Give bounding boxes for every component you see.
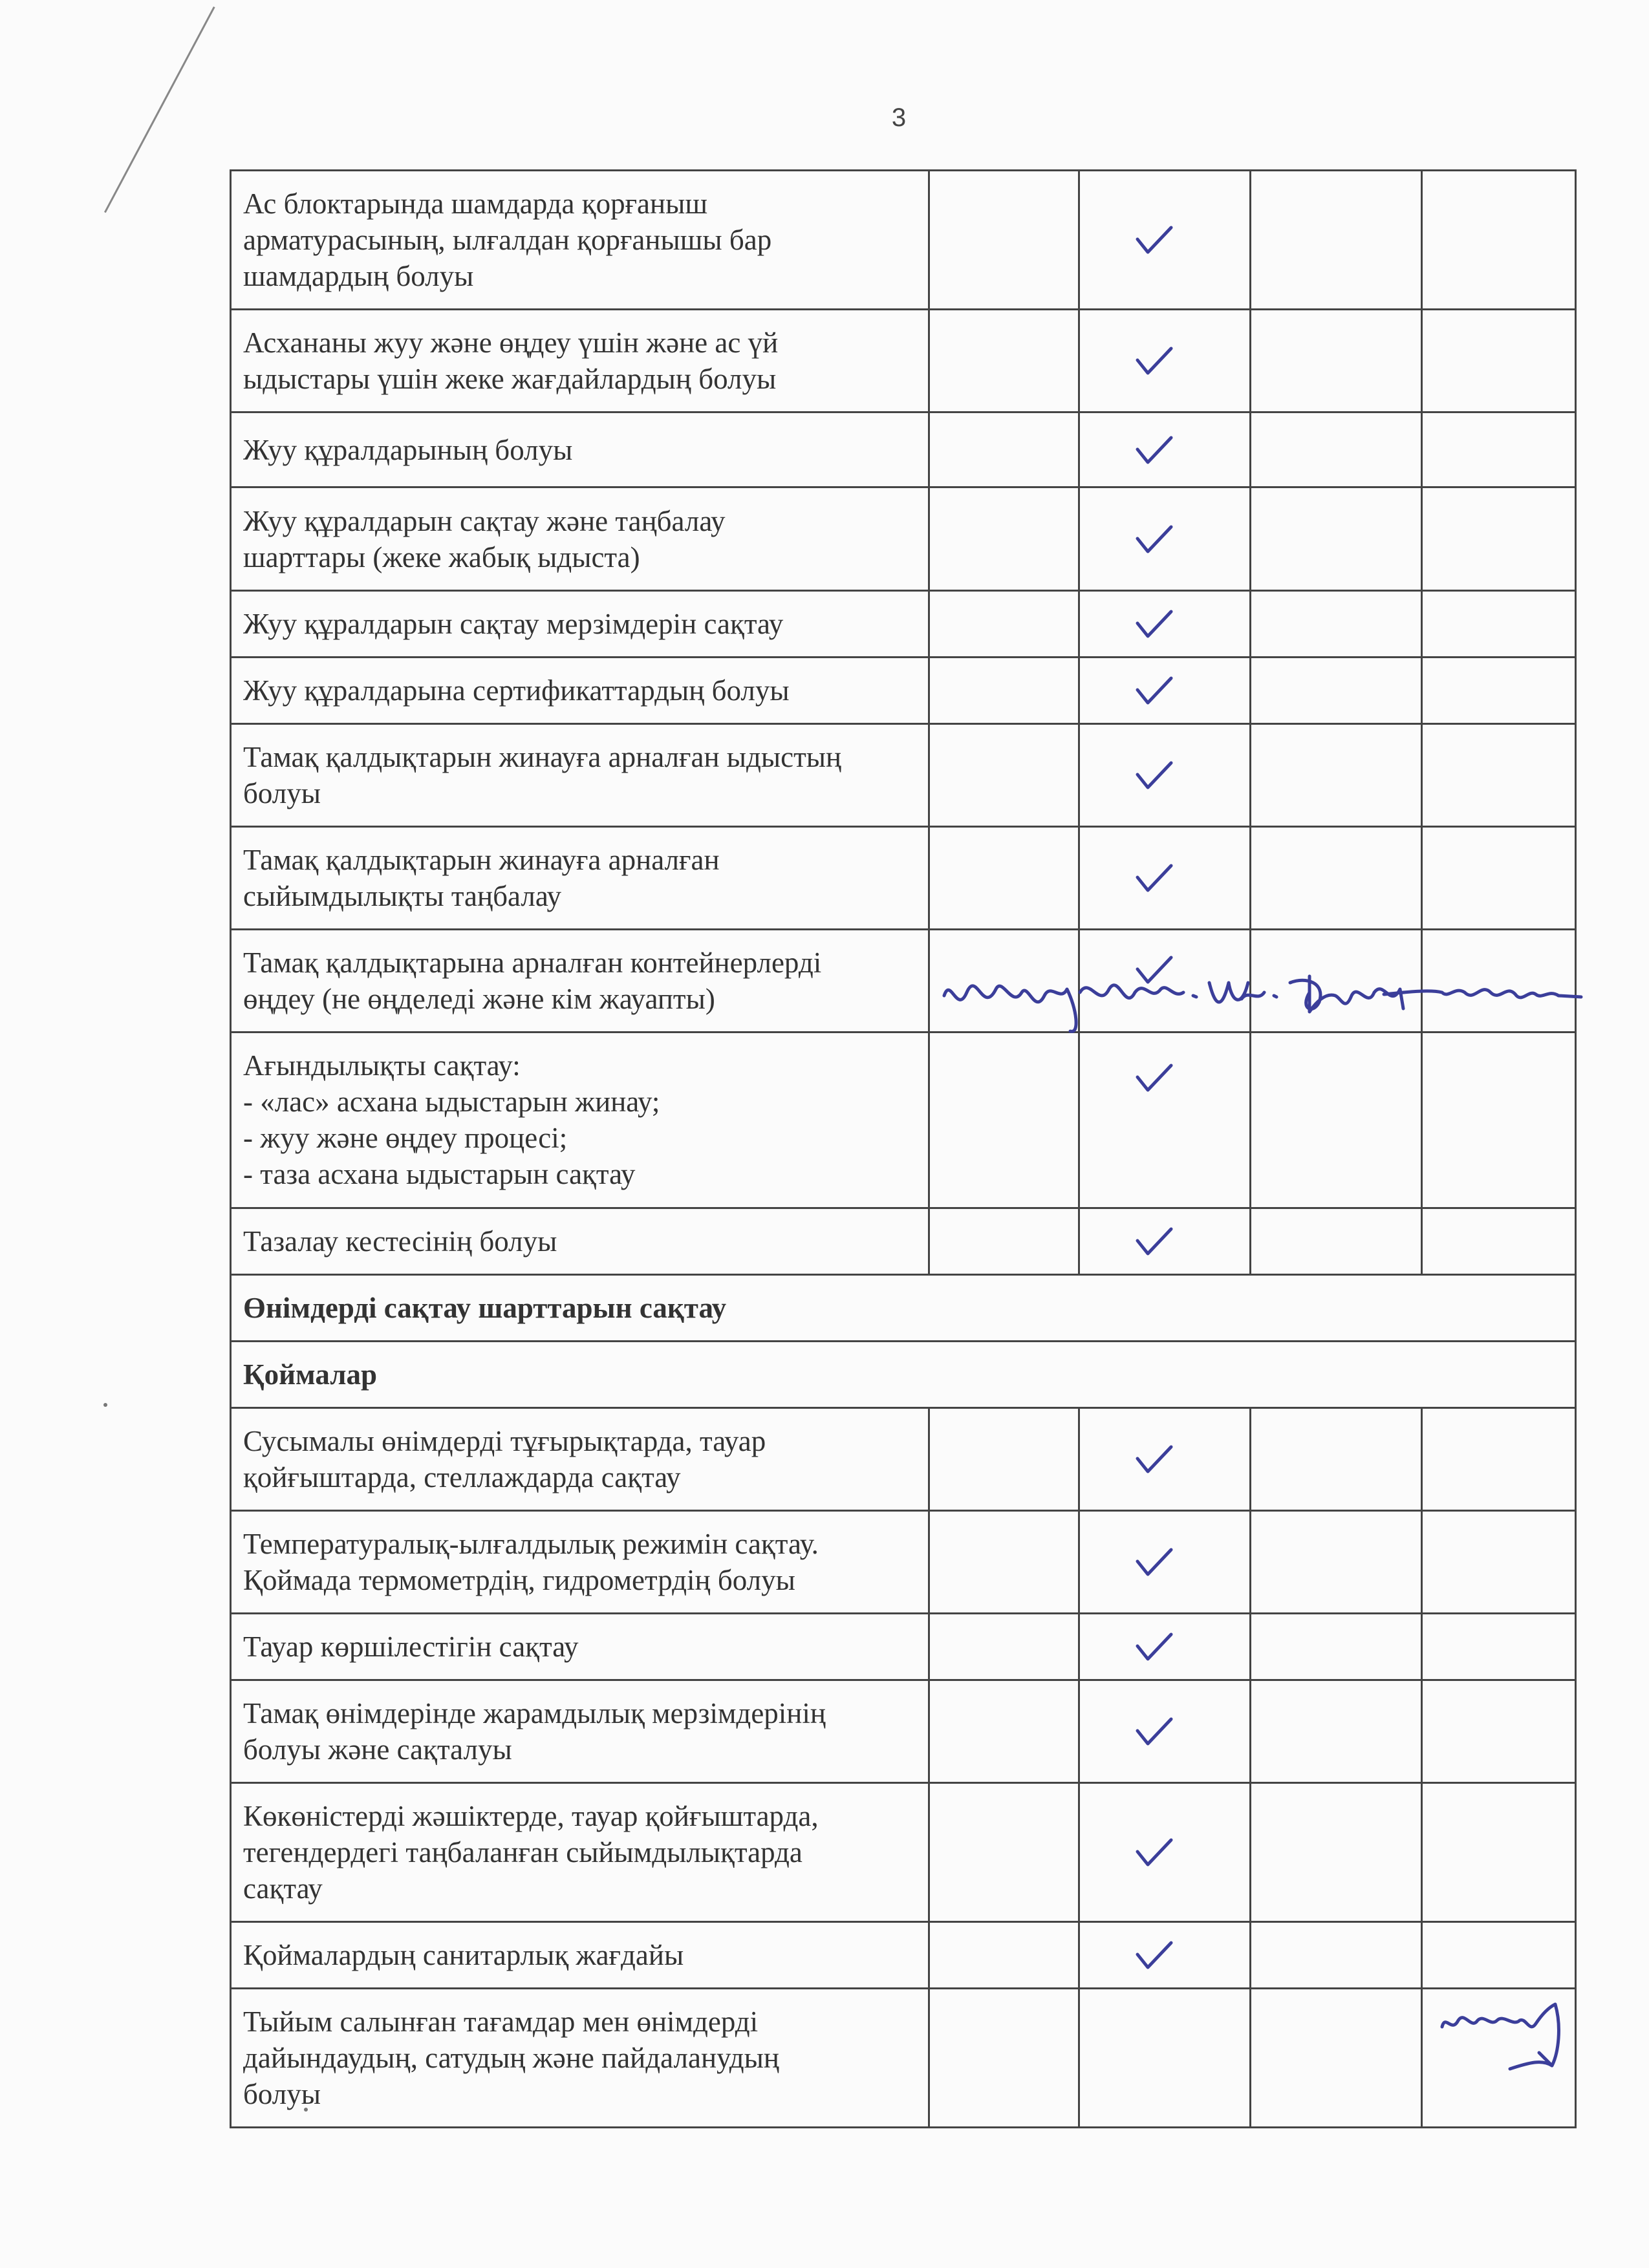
mark-cell-yes	[1079, 412, 1251, 487]
table-row	[231, 310, 1576, 412]
mark-cell	[929, 1408, 1079, 1511]
criterion-text: Сусымалы өнімдерді тұғырықтарда, тауар қойғыштарда, стеллаждарда сақтау	[231, 1408, 929, 1511]
table-row	[231, 412, 1576, 487]
mark-cell	[1422, 1614, 1576, 1680]
mark-cell	[1251, 1032, 1422, 1208]
criterion-text: Ағындылықты сақтау: - «лас» асхана ыдыстарын жинау; - жуу және өңдеу процесі; - таза асхана ыдыстарын сақтау	[231, 1032, 929, 1208]
mark-cell	[929, 591, 1079, 658]
checklist-table	[230, 169, 1577, 2128]
mark-cell	[1422, 487, 1576, 591]
mark-cell	[1422, 658, 1576, 724]
table-row	[231, 171, 1576, 310]
table-row	[231, 1614, 1576, 1680]
check-mark-icon	[1135, 1940, 1174, 1970]
page-number: 3	[891, 103, 907, 132]
mark-cell-yes	[1079, 1783, 1251, 1922]
table-row	[231, 1511, 1576, 1614]
table-row	[231, 1208, 1576, 1275]
mark-cell	[1251, 724, 1422, 827]
scan-dot	[103, 1403, 107, 1407]
mark-cell-yes	[1079, 1511, 1251, 1614]
table-row	[231, 827, 1576, 930]
mark-cell	[1422, 724, 1576, 827]
check-mark-icon	[1135, 524, 1174, 554]
mark-cell	[1251, 1989, 1422, 2128]
table-row	[231, 1922, 1576, 1989]
mark-cell	[1422, 1408, 1576, 1511]
mark-cell	[1422, 1680, 1576, 1783]
mark-cell	[929, 412, 1079, 487]
mark-cell	[929, 487, 1079, 591]
criterion-text: Тамақ өнімдерінде жарамдылық мерзімдерінің болуы және сақталуы	[231, 1680, 929, 1783]
mark-cell-yes	[1079, 1408, 1251, 1511]
mark-cell	[1251, 1511, 1422, 1614]
criterion-text: Тыйым салынған тағамдар мен өнімдерді дайындаудың, сатудың және пайдаланудың болуы	[231, 1989, 929, 2128]
criterion-text: Жуу құралдарын сақтау және таңбалау шарттары (жеке жабық ыдыста)	[231, 487, 929, 591]
mark-cell	[1251, 1680, 1422, 1783]
mark-cell-yes	[1079, 171, 1251, 310]
check-mark-icon	[1135, 609, 1174, 639]
mark-cell-yes	[1079, 1614, 1251, 1680]
mark-cell	[929, 658, 1079, 724]
mark-cell	[1422, 310, 1576, 412]
mark-cell-yes	[1079, 1922, 1251, 1989]
criterion-text: Тамақ қалдықтарын жинауға арналған ыдыстың болуы	[231, 724, 929, 827]
check-mark-icon	[1135, 346, 1174, 376]
mark-cell	[929, 1032, 1079, 1208]
mark-cell	[929, 171, 1079, 310]
check-mark-icon	[1135, 1226, 1174, 1256]
mark-cell	[1422, 412, 1576, 487]
mark-cell-yes	[1079, 591, 1251, 658]
handwritten-no-mark	[1432, 1988, 1575, 2079]
check-mark-icon	[1135, 760, 1174, 790]
criterion-text: Көкөністерді жәшіктерде, тауар қойғыштарда, тегендердегі таңбаланған сыйымдылықтарда сақтау	[231, 1783, 929, 1922]
check-mark-icon	[1135, 676, 1174, 705]
check-mark-icon	[1135, 863, 1174, 893]
mark-cell	[1251, 658, 1422, 724]
mark-cell-yes	[1079, 310, 1251, 412]
mark-cell	[1251, 412, 1422, 487]
mark-cell	[929, 310, 1079, 412]
mark-cell-yes	[1079, 1680, 1251, 1783]
check-mark-icon	[1135, 1837, 1174, 1867]
mark-cell	[1251, 171, 1422, 310]
mark-cell	[929, 1680, 1079, 1783]
check-mark-icon	[1135, 225, 1174, 255]
criterion-text: Тамақ қалдықтарын жинауға арналған сыйымдылықты таңбалау	[231, 827, 929, 930]
mark-cell-yes	[1079, 487, 1251, 591]
criterion-text: Қоймалардың санитарлық жағдайы	[231, 1922, 929, 1989]
criterion-text: Жуу құралдарына сертификаттардың болуы	[231, 658, 929, 724]
criterion-text: Жуу құралдарының болуы	[231, 412, 929, 487]
criterion-text: Жуу құралдарын сақтау мерзімдерін сақтау	[231, 591, 929, 658]
mark-cell	[929, 1922, 1079, 1989]
mark-cell-yes	[1079, 1208, 1251, 1275]
check-mark-icon	[1135, 1547, 1174, 1577]
mark-cell	[1251, 310, 1422, 412]
table-row	[231, 658, 1576, 724]
mark-cell	[1079, 1989, 1251, 2128]
table-row	[231, 1032, 1576, 1208]
mark-cell-yes	[1079, 827, 1251, 930]
mark-cell	[1251, 487, 1422, 591]
mark-cell	[1422, 591, 1576, 658]
scan-edge-line	[104, 6, 215, 213]
mark-cell	[1251, 1783, 1422, 1922]
mark-cell	[1422, 1511, 1576, 1614]
table-row	[231, 487, 1576, 591]
mark-cell	[929, 1511, 1079, 1614]
criterion-text: Тазалау кестесінің болуы	[231, 1208, 929, 1275]
section-header-row	[231, 1342, 1576, 1408]
table-row	[231, 1989, 1576, 2128]
table-row	[231, 1783, 1576, 1922]
section-title: Өнімдерді сақтау шарттарын сақтау	[231, 1275, 1576, 1342]
mark-cell	[929, 1783, 1079, 1922]
criterion-text: Асхананы жуу және өңдеу үшін және ас үй ыдыстары үшін жеке жағдайлардың болуы	[231, 310, 929, 412]
criterion-text: Тамақ қалдықтарына арналған контейнерлерді өңдеу (не өңделеді және кім жауапты)	[231, 930, 929, 1032]
check-mark-icon	[1135, 435, 1174, 465]
mark-cell	[1422, 1208, 1576, 1275]
table-row	[231, 591, 1576, 658]
mark-cell	[1251, 1208, 1422, 1275]
section-header-row	[231, 1275, 1576, 1342]
table-row	[231, 1408, 1576, 1511]
mark-cell-yes	[1079, 724, 1251, 827]
mark-cell	[1422, 1922, 1576, 1989]
mark-cell	[1422, 1783, 1576, 1922]
table-row	[231, 724, 1576, 827]
mark-cell	[929, 827, 1079, 930]
mark-cell	[1422, 171, 1576, 310]
mark-cell	[1251, 1922, 1422, 1989]
mark-cell	[1251, 1408, 1422, 1511]
mark-cell	[929, 1614, 1079, 1680]
mark-cell	[929, 1989, 1079, 2128]
criterion-text: Ас блоктарында шамдарда қорғаныш арматурасының, ылғалдан қорғанышы бар шамдардың болуы	[231, 171, 929, 310]
section-title: Қоймалар	[231, 1342, 1576, 1408]
table-row	[231, 1680, 1576, 1783]
mark-cell-yes	[1079, 658, 1251, 724]
mark-cell-yes	[1079, 1032, 1251, 1208]
mark-cell	[1422, 1032, 1576, 1208]
mark-cell	[1251, 827, 1422, 930]
check-mark-icon	[1135, 1063, 1174, 1093]
check-mark-icon	[1135, 1632, 1174, 1662]
check-mark-icon	[1135, 1717, 1174, 1746]
check-mark-icon	[1135, 1444, 1174, 1474]
criterion-text: Тауар көршілестігін сақтау	[231, 1614, 929, 1680]
criterion-text: Температуралық-ылғалдылық режимін сақтау. Қоймада термометрдің, гидрометрдің болуы	[231, 1511, 929, 1614]
mark-cell	[1251, 1614, 1422, 1680]
mark-cell	[929, 724, 1079, 827]
mark-cell	[1251, 591, 1422, 658]
mark-cell	[1422, 827, 1576, 930]
handwritten-responsible-signature	[938, 963, 1584, 1034]
mark-cell	[929, 1208, 1079, 1275]
